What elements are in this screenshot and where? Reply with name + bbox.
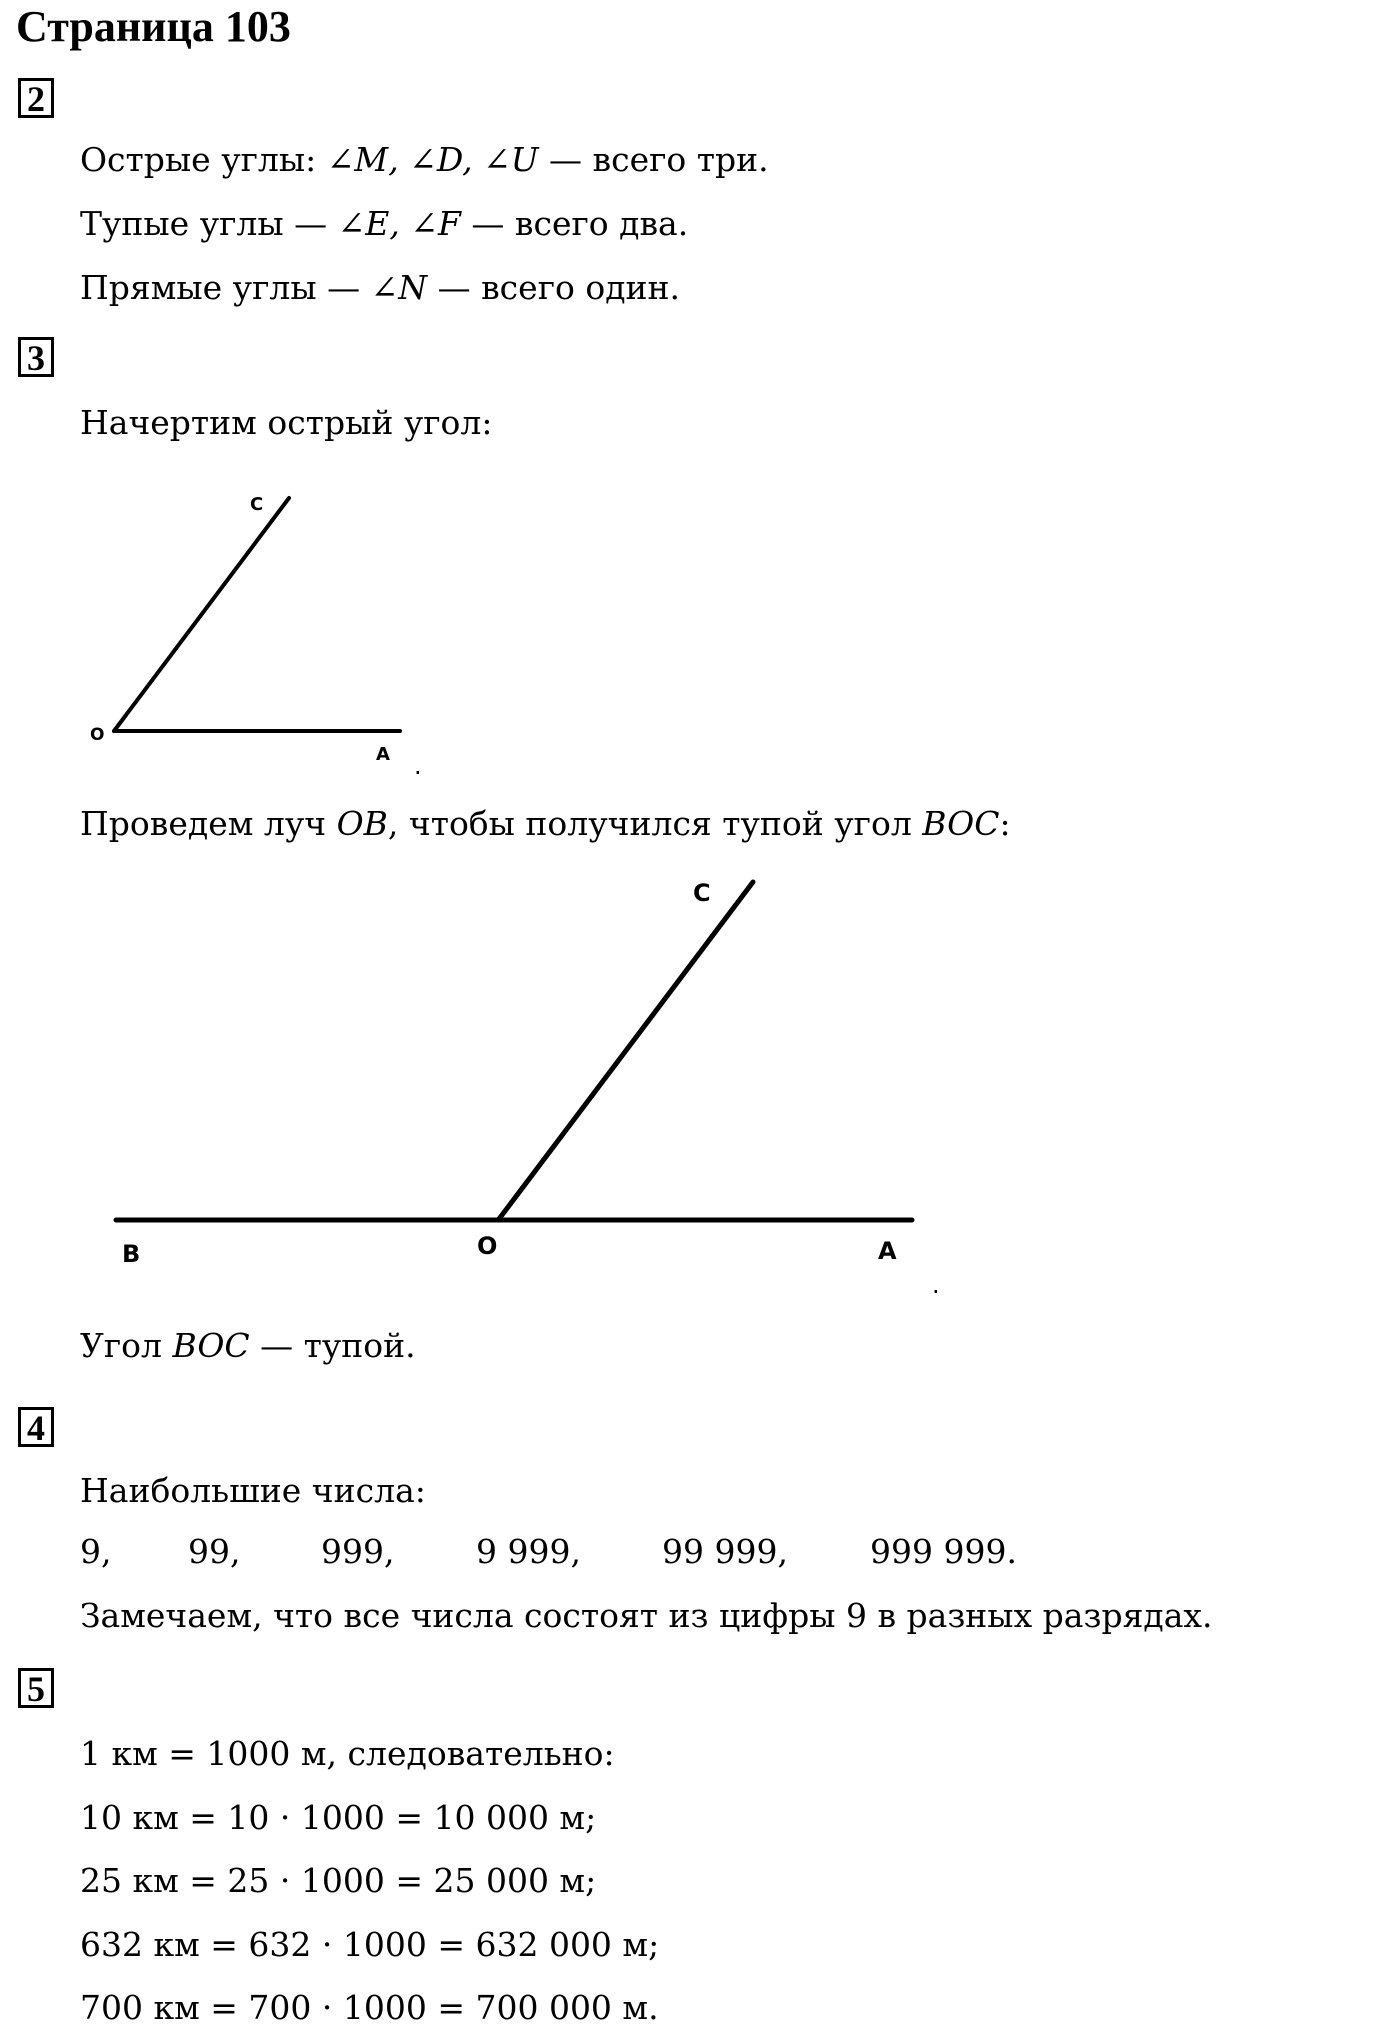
acute-angles-line: [80, 140, 769, 180]
obtuse-angles: ∠E, ∠F: [337, 204, 461, 243]
largest-numbers-heading: Наибольшие числа:: [80, 1471, 426, 1510]
task-number-3: 3: [18, 337, 54, 377]
label-a: A: [878, 1237, 897, 1265]
label-o: O: [90, 725, 105, 745]
label-a: A: [376, 744, 390, 765]
end-dot: .: [414, 752, 422, 780]
concl-2: — тупой.: [249, 1326, 416, 1365]
acute-tail: — всего три.: [538, 140, 769, 179]
end-dot: .: [932, 1271, 940, 1299]
ray-oc: [114, 498, 289, 731]
number-item: 999 999.: [870, 1532, 1017, 1571]
number-item: 99 999,: [662, 1532, 788, 1571]
ray-ob-line: [80, 804, 1011, 844]
conversion-line: 632 км = 632 · 1000 = 632 000 м;: [80, 1925, 660, 1964]
obtuse-angle-figure: [80, 865, 980, 1305]
obtuse-tail: — всего два.: [460, 204, 689, 243]
number-item: 99,: [188, 1532, 241, 1571]
largest-numbers-row: [80, 1532, 1080, 1576]
ray-text-3: :: [999, 804, 1011, 843]
acute-label: Острые углы:: [80, 140, 327, 179]
acute-angle-figure: [80, 480, 440, 790]
number-item: 9,: [80, 1532, 112, 1571]
number-item: 9 999,: [476, 1532, 581, 1571]
conversion-line: 1 км = 1000 м, следовательно:: [80, 1734, 615, 1773]
right-angles-line: [80, 268, 680, 308]
task-number-2: 2: [18, 78, 54, 118]
concl-1: Угол: [80, 1326, 173, 1365]
angle-name: BOC: [922, 804, 1000, 843]
right-label: Прямые углы —: [80, 268, 371, 307]
ray-oc: [499, 882, 753, 1219]
conversion-line: 700 км = 700 · 1000 = 700 000 м.: [80, 1988, 659, 2027]
conversion-line: 25 км = 25 · 1000 = 25 000 м;: [80, 1861, 597, 1900]
label-c: C: [693, 879, 711, 907]
digits-note: Замечаем, что все числа состоят из цифры 9 в разных разрядах.: [80, 1596, 1213, 1635]
obtuse-angles-line: [80, 204, 688, 244]
task-number-5: 5: [18, 1668, 54, 1708]
number-item: 999,: [321, 1532, 395, 1571]
obtuse-label: Тупые углы —: [80, 204, 338, 243]
label-b: B: [122, 1240, 141, 1268]
ray-name: OB: [336, 804, 388, 843]
conclusion-line: [80, 1326, 416, 1366]
acute-angles: ∠M, ∠D, ∠U: [326, 140, 539, 179]
right-tail: — всего один.: [427, 268, 681, 307]
conversion-line: 10 км = 10 · 1000 = 10 000 м;: [80, 1798, 597, 1837]
ray-text-2: , чтобы получился тупой угол: [387, 804, 923, 843]
acute-angle-intro: Начертим острый угол:: [80, 403, 493, 442]
concl-angle: BOC: [172, 1326, 250, 1365]
ray-text-1: Проведем луч: [80, 804, 337, 843]
page-title: Страница 103: [16, 2, 291, 51]
label-c: C: [250, 494, 264, 515]
label-o: O: [477, 1232, 498, 1260]
task-number-4: 4: [18, 1407, 54, 1447]
right-angles: ∠N: [370, 268, 428, 307]
